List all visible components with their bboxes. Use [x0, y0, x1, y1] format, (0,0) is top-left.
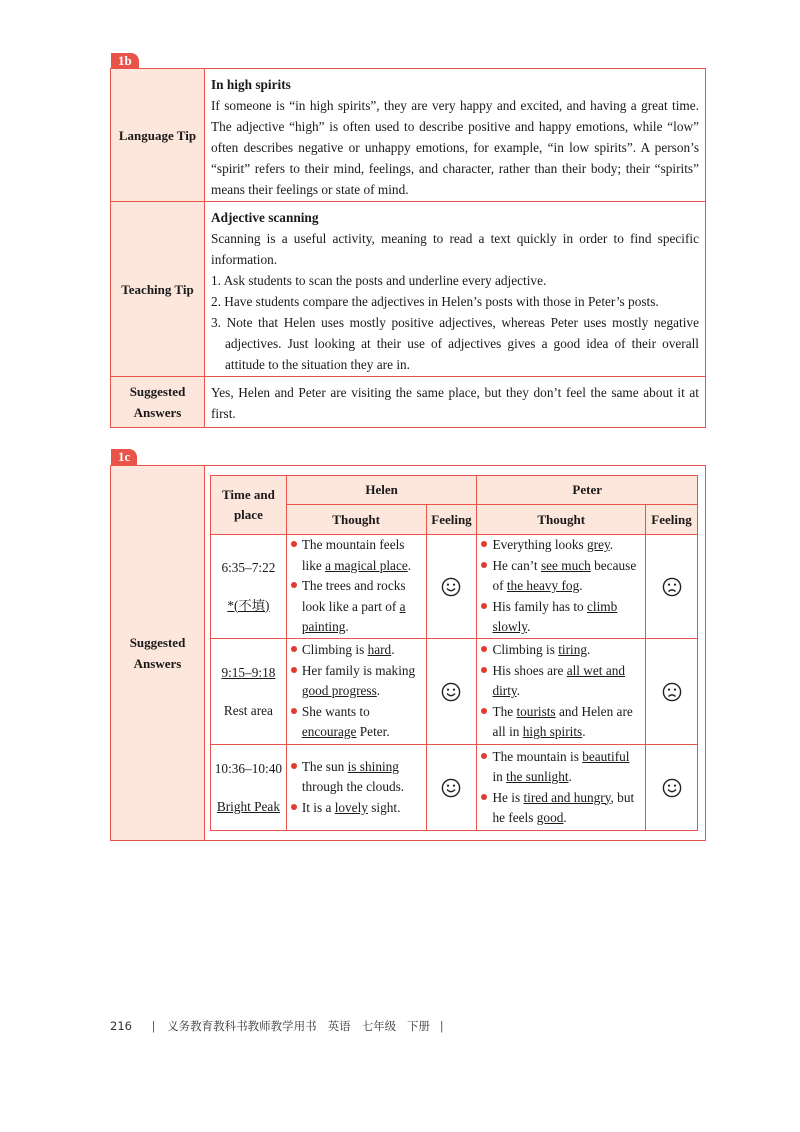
page-number: 216	[110, 1019, 132, 1033]
underlined-phrase: encourage	[301, 724, 357, 740]
header-helen-feeling: Feeling	[426, 505, 477, 535]
section-1c-label	[111, 466, 205, 840]
teaching-tip-content	[211, 207, 699, 375]
grade: 七年级	[361, 1019, 397, 1033]
thought-text: Climbing is	[492, 642, 559, 658]
thought-text: .	[587, 642, 591, 658]
underlined-phrase: beautiful	[582, 748, 630, 764]
thought-text: He is	[492, 789, 524, 805]
time-place-cell	[211, 535, 287, 639]
thought-text: .	[345, 619, 349, 635]
place: Rest area	[223, 702, 273, 718]
thought-item	[481, 597, 643, 638]
label-line: Suggested	[129, 384, 186, 399]
suggested-answers-label	[111, 377, 205, 427]
time-place-cell	[211, 745, 287, 831]
thought-text: .	[391, 642, 395, 658]
thought-item	[291, 640, 424, 661]
page-footer	[110, 1018, 452, 1034]
header-helen-thought: Thought	[286, 505, 426, 535]
thought-item	[481, 702, 643, 743]
thought-text: The mountain feels like	[301, 537, 405, 573]
thought-text: It is a	[301, 799, 335, 815]
header-helen: Helen	[286, 476, 477, 505]
header-text: place	[233, 507, 263, 522]
suggested-answers-row	[111, 377, 705, 427]
spacer	[211, 683, 286, 701]
volume: 下册	[407, 1019, 431, 1033]
sad-face-icon	[646, 639, 698, 745]
thought-text: Peter.	[356, 724, 390, 740]
table-row	[211, 745, 698, 831]
thought-list	[287, 535, 426, 638]
underlined-phrase: the heavy fog	[506, 578, 580, 594]
teaching-tip-item: 2. Have students compare the adjectives in Helen’s posts with those in Peter’s posts.	[211, 294, 659, 309]
smiley-face-icon	[426, 535, 477, 639]
thought-text: .	[568, 769, 572, 784]
thought-item	[481, 535, 643, 556]
thought-text: Everything looks	[492, 537, 587, 553]
language-tip-row	[111, 69, 705, 202]
thought-text: The	[492, 703, 517, 719]
language-tip-label: Language Tip	[111, 69, 205, 201]
thought-list	[477, 747, 645, 829]
thought-text: , but he feels	[492, 789, 635, 825]
thought-list	[287, 757, 426, 819]
teaching-tip-item: 3. Note that Helen uses mostly positive adjectives, whereas Peter uses mostly negative adjectives. Just looking at their use of adjectives gives a good idea of their overall attitude to the situation they are in.	[211, 315, 699, 372]
label-line: Answers	[133, 656, 182, 671]
time-range: 9:15–9:18	[221, 664, 276, 680]
thought-text: He can’t	[492, 557, 541, 573]
thought-text: .	[563, 810, 567, 825]
thought-text: in	[492, 769, 507, 784]
answers-table	[210, 475, 698, 831]
smiley-face-icon	[646, 745, 698, 831]
thought-text: She wants to	[301, 703, 370, 719]
thought-text: .	[609, 537, 614, 553]
underlined-phrase: hard	[367, 642, 392, 658]
thought-text: Her family is making	[301, 662, 416, 678]
time-range: 10:36–10:40	[214, 760, 283, 776]
thought-text: because of	[492, 557, 637, 594]
teaching-tip-row	[111, 202, 705, 377]
underlined-phrase: climb slowly	[492, 598, 618, 635]
thought-text: .	[407, 557, 412, 573]
thought-list	[477, 535, 645, 638]
thought-text: The trees and rocks look like a part of	[301, 578, 406, 614]
underlined-phrase: good	[536, 810, 564, 825]
thought-text: .	[582, 724, 586, 740]
label-line: Answers	[133, 405, 182, 420]
thought-text: and Helen are all in	[492, 703, 633, 740]
section-tag-1b: 1b	[111, 53, 139, 69]
thought-item	[291, 535, 424, 576]
underlined-phrase: a painting	[301, 598, 406, 635]
peter-thought-cell	[477, 745, 646, 831]
underlined-phrase: tourists	[516, 703, 556, 719]
thought-item	[481, 661, 643, 702]
header-peter-thought: Thought	[477, 505, 646, 535]
table-row	[211, 639, 698, 745]
suggested-answers-text: Yes, Helen and Peter are visiting the same place, but they don’t feel the same about it at first.	[211, 385, 699, 421]
thought-text: His shoes are	[492, 662, 567, 678]
divider: |	[151, 1019, 156, 1033]
underlined-phrase: high spirits	[522, 724, 583, 740]
thought-text: sight.	[367, 799, 401, 815]
thought-text: His family has to	[492, 598, 587, 614]
thought-text: The sun	[301, 758, 348, 774]
spacer	[211, 578, 286, 596]
underlined-phrase: tired and hungry	[523, 789, 611, 805]
section-1b-box	[110, 68, 706, 428]
teaching-tip-label: Teaching Tip	[111, 202, 205, 376]
peter-thought-cell	[477, 535, 646, 639]
underlined-phrase: all wet and dirty	[492, 662, 626, 699]
thought-item	[291, 757, 424, 798]
thought-text: Climbing is	[301, 642, 368, 658]
book-title: 义务教育教科书教师教学用书	[167, 1019, 317, 1033]
section-tag-1c: 1c	[111, 449, 137, 465]
time-place-cell	[211, 639, 287, 745]
thought-item	[291, 661, 424, 702]
thought-list	[477, 640, 645, 743]
underlined-phrase: tiring	[558, 642, 588, 658]
thought-text: The mountain is	[492, 748, 583, 764]
smiley-face-icon	[426, 639, 477, 745]
thought-item	[291, 798, 424, 819]
helen-thought-cell	[286, 745, 426, 831]
teaching-tip-heading: Adjective scanning	[211, 210, 319, 225]
peter-thought-cell	[477, 639, 646, 745]
underlined-phrase: lovely	[334, 799, 368, 815]
helen-thought-cell	[286, 639, 426, 745]
label-line: Suggested	[129, 635, 186, 650]
divider: |	[439, 1019, 444, 1033]
underlined-phrase: the sunlight	[506, 769, 569, 784]
header-time-place	[211, 476, 287, 535]
time-range: 6:35–7:22	[221, 559, 276, 575]
underlined-phrase: see much	[540, 557, 591, 573]
underlined-phrase: a magical place	[325, 557, 408, 573]
table-row	[211, 535, 698, 639]
thought-item	[291, 576, 424, 638]
thought-item	[481, 640, 643, 661]
underlined-phrase: grey	[587, 537, 610, 553]
thought-item	[481, 556, 643, 597]
underlined-phrase: good progress	[301, 683, 377, 699]
header-peter-feeling: Feeling	[646, 505, 698, 535]
language-tip-heading: In high spirits	[211, 77, 291, 92]
thought-item	[481, 747, 643, 788]
helen-thought-cell	[286, 535, 426, 639]
thought-text: .	[376, 683, 381, 699]
thought-text: .	[579, 578, 583, 594]
place: Bright Peak	[216, 798, 280, 814]
spacer	[211, 779, 286, 797]
thought-text: .	[527, 619, 531, 635]
header-text: Time and	[221, 487, 275, 502]
teaching-tip-intro: Scanning is a useful activity, meaning to read a text quickly in order to find specific information.	[211, 231, 699, 267]
place: *(不填)	[227, 597, 270, 613]
teaching-tip-item: 1. Ask students to scan the posts and underline every adjective.	[211, 273, 547, 288]
thought-item	[481, 788, 643, 829]
thought-item	[291, 702, 424, 743]
sad-face-icon	[646, 535, 698, 639]
thought-text: .	[516, 683, 521, 699]
header-peter: Peter	[477, 476, 698, 505]
language-tip-content	[211, 74, 699, 200]
underlined-phrase: is shining	[347, 758, 399, 774]
thought-text: through the clouds.	[301, 779, 405, 795]
smiley-face-icon	[426, 745, 477, 831]
thought-list	[287, 640, 426, 743]
subject: 英语	[327, 1019, 351, 1033]
language-tip-body: If someone is “in high spirits”, they are very happy and excited, and having a great time. The adjective “high” is often used to describe positive and happy emotions, while “low” often describes negative or unhappy emotions, for example, “in low spirits”. A person’s “spirit” refers to their mind, feelings, and character, rather than their body; their “spirits” means their feelings or state of mind.	[211, 98, 699, 197]
